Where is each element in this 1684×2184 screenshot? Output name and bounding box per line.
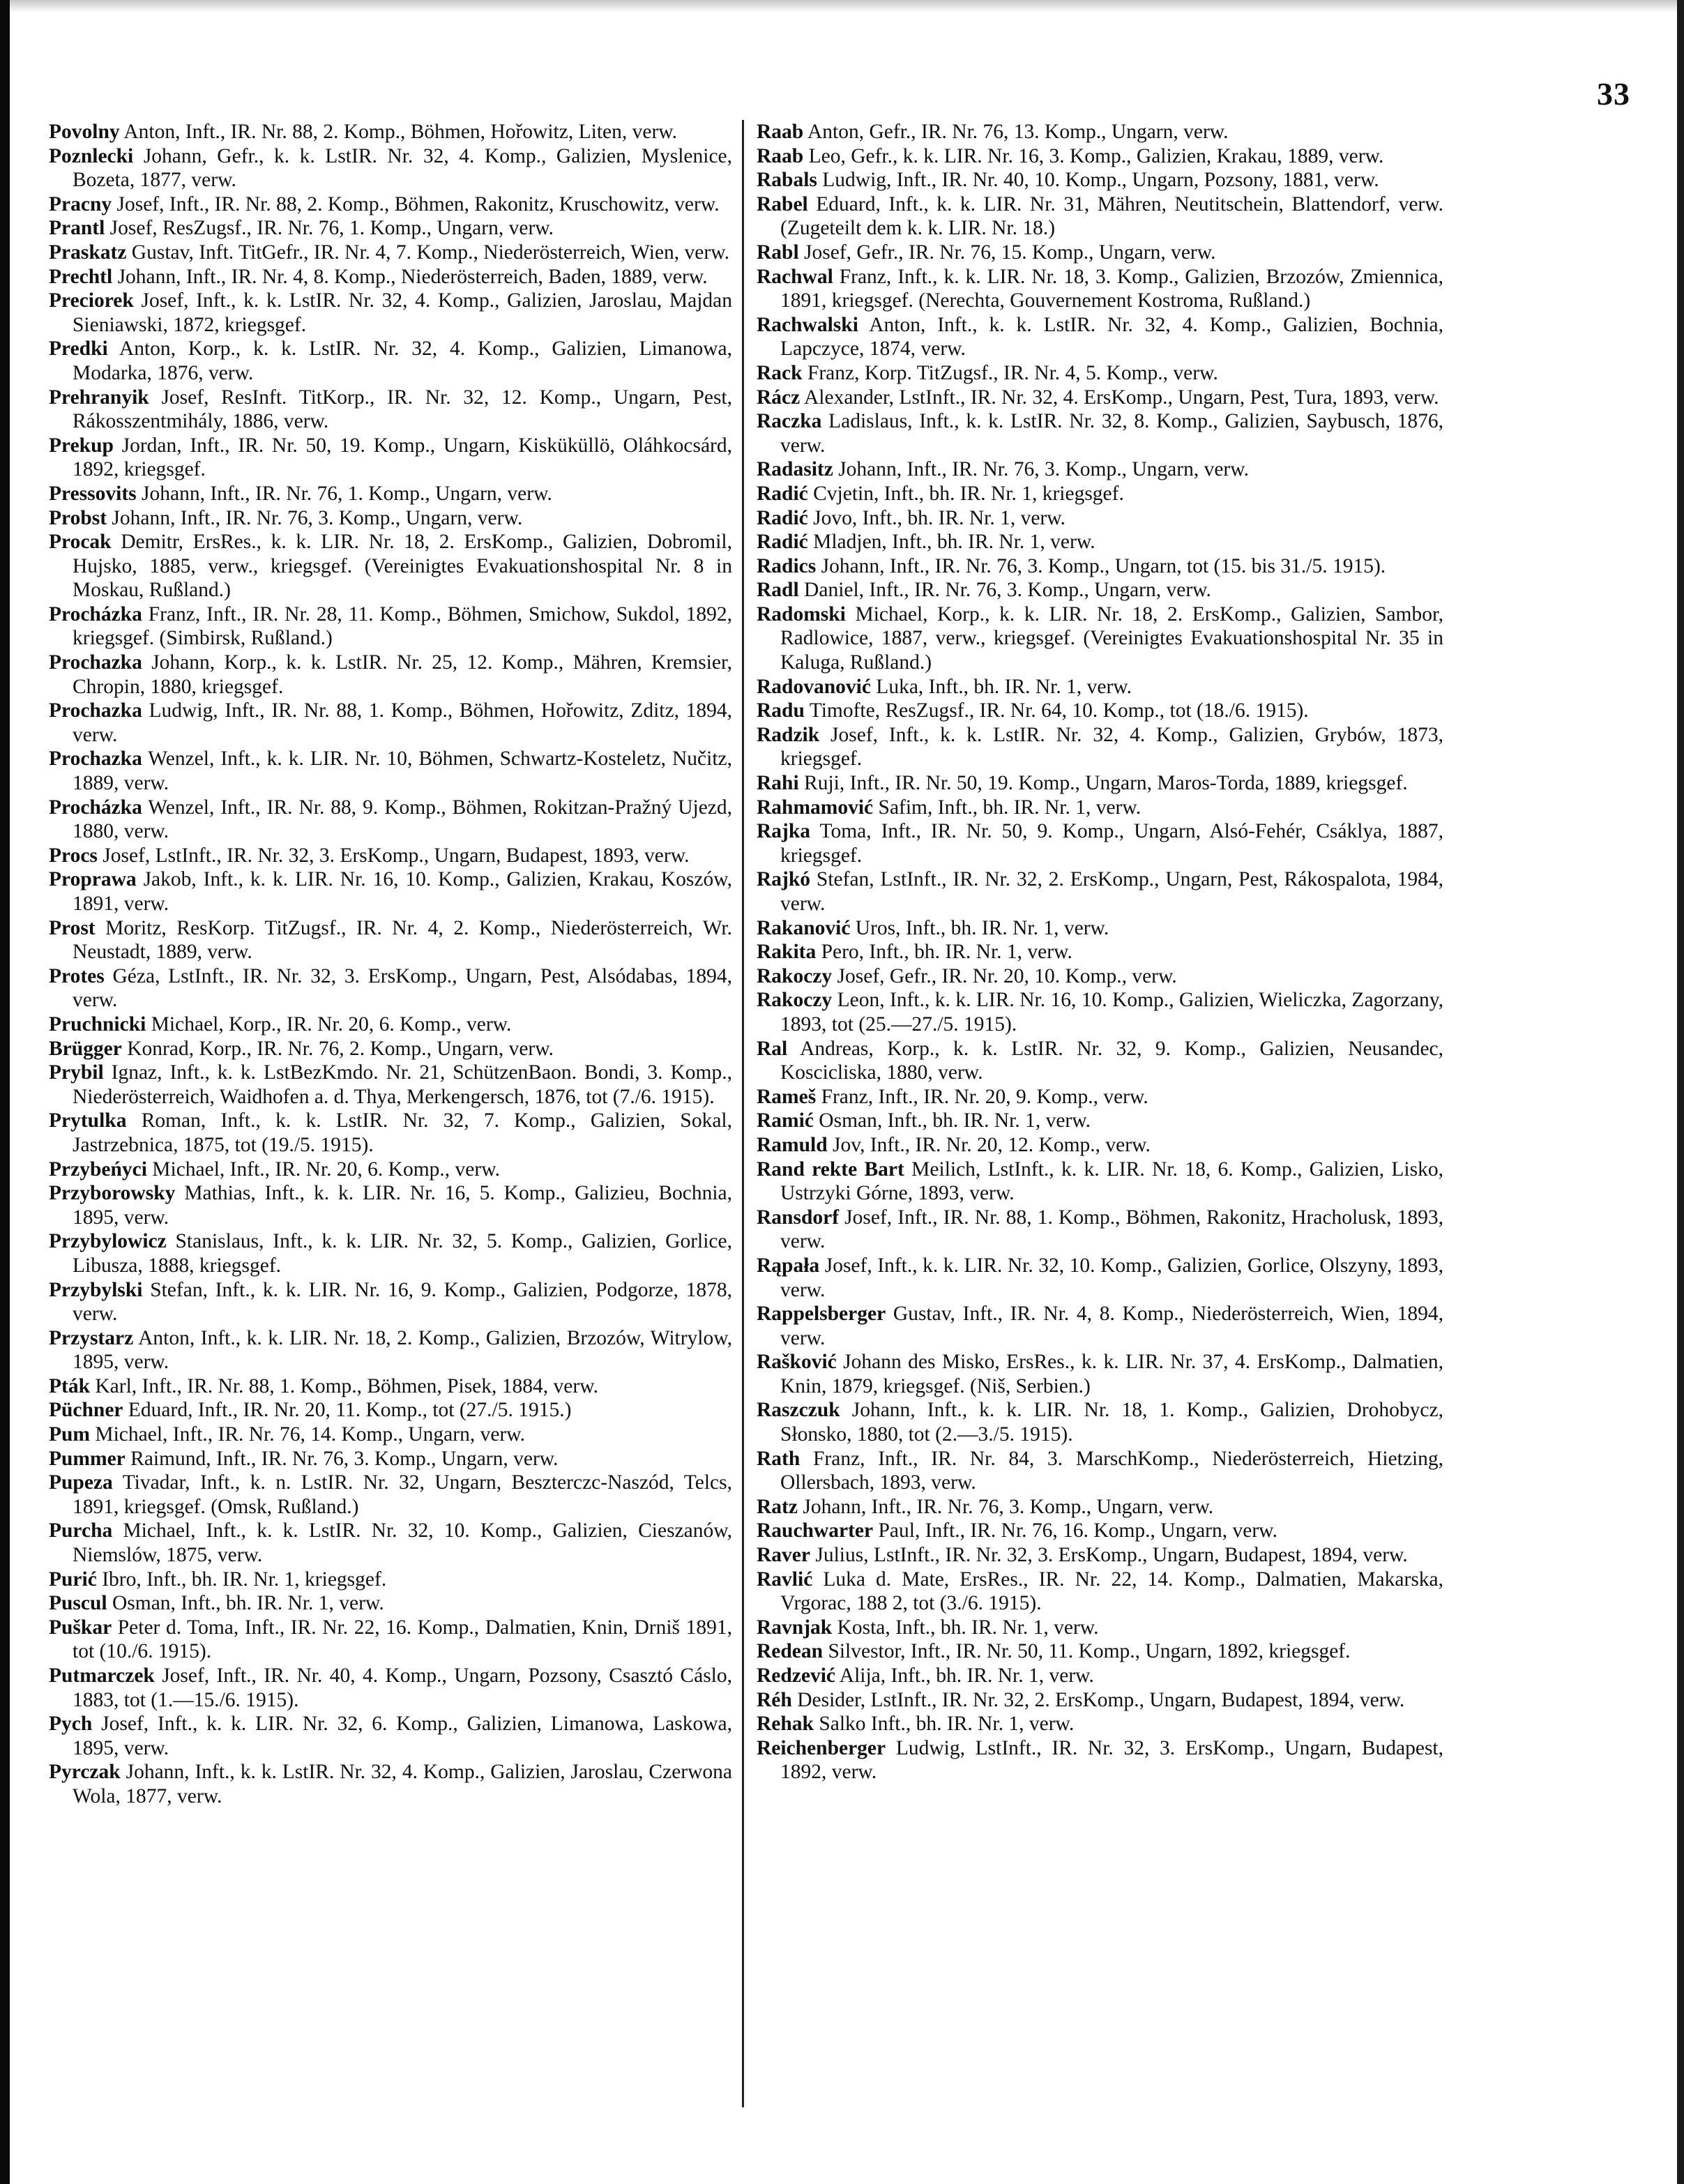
entry-details: Josef, Inft., IR. Nr. 40, 4. Komp., Ungarn, Pozsony, Csasztó Cáslo, 1883, tot (1.—15./6. 1915).: [73, 1664, 732, 1711]
entry-surname: Ral: [757, 1037, 788, 1060]
list-entry: [757, 313, 1443, 361]
list-entry: [757, 723, 1443, 771]
entry-details: Stefan, LstInft., IR. Nr. 32, 2. ErsKomp., Ungarn, Pest, Rákospalota, 1984, verw.: [780, 868, 1443, 915]
list-entry: [757, 241, 1443, 265]
entry-details: Julius, LstInft., IR. Nr. 32, 3. ErsKomp., Ungarn, Budapest, 1894, verw.: [815, 1544, 1408, 1567]
list-entry: [757, 1302, 1443, 1350]
entry-surname: Purcha: [49, 1519, 113, 1542]
entry-surname: Radasitz: [757, 458, 833, 481]
list-entry: [757, 1447, 1443, 1495]
entry-surname: Rajkó: [757, 868, 811, 891]
entry-surname: Przystarz: [49, 1326, 134, 1349]
entry-details: Franz, Inft., k. k. LIR. Nr. 18, 3. Komp., Galizien, Brzozów, Zmiennica, 1891, kriegsgef. (Nerechta, Gouvernement Kostroma, Rußland.): [780, 265, 1443, 312]
entry-details: Stanislaus, Inft., k. k. LIR. Nr. 32, 5. Komp., Galizien, Gorlice, Libusza, 1888, kriegsgef.: [73, 1230, 732, 1277]
list-entry: [49, 144, 732, 192]
entry-details: Gustav, Inft., IR. Nr. 4, 8. Komp., Niederösterreich, Wien, 1894, verw.: [780, 1303, 1444, 1349]
list-entry: [757, 578, 1443, 602]
entry-surname: Protes: [49, 964, 105, 987]
entry-details: Josef, Inft., k. k. LIR. Nr. 32, 6. Komp., Galizien, Limanowa, Laskowa, 1895, verw.: [73, 1713, 733, 1759]
list-entry: [49, 1061, 732, 1109]
list-entry: [49, 482, 732, 506]
list-entry: [757, 1616, 1443, 1640]
entry-details: Ludwig, Inft., IR. Nr. 88, 1. Komp., Böhmen, Hořowitz, Zditz, 1894, verw.: [73, 699, 732, 746]
entry-details: Timofte, ResZugsf., IR. Nr. 64, 10. Komp., tot (18./6. 1915).: [809, 699, 1309, 722]
list-entry: [49, 1616, 732, 1664]
entry-surname: Procházka: [49, 602, 142, 625]
list-entry: [757, 482, 1443, 506]
entry-details: Franz, Inft., IR. Nr. 28, 11. Komp., Böhmen, Smichow, Sukdol, 1892, kriegsgef. (Simbirsk, Rußland.): [73, 602, 733, 650]
entry-surname: Rajka: [757, 820, 811, 843]
entry-surname: Raab: [757, 121, 804, 143]
entry-surname: Brügger: [49, 1037, 122, 1060]
entry-details: Desider, LstInft., IR. Nr. 32, 2. ErsKomp., Ungarn, Budapest, 1894, verw.: [797, 1688, 1405, 1711]
entry-surname: Pyrczak: [49, 1761, 121, 1784]
entry-surname: Puscul: [49, 1592, 107, 1615]
list-entry: [49, 1326, 732, 1374]
list-entry: [49, 916, 732, 964]
entry-details: Johann, Inft., k. k. LIR. Nr. 18, 1. Komp., Galizien, Drohobycz, Słonsko, 1880, tot (2.—3./5. 1915).: [780, 1399, 1443, 1446]
list-entry: [757, 796, 1443, 820]
entry-details: Ibro, Inft., bh. IR. Nr. 1, kriegsgef.: [102, 1568, 387, 1591]
entry-surname: Raczka: [757, 410, 822, 433]
entry-details: Josef, LstInft., IR. Nr. 32, 3. ErsKomp., Ungarn, Budapest, 1893, verw.: [103, 844, 690, 867]
entry-surname: Rachwal: [757, 265, 833, 288]
entry-details: Kosta, Inft., bh. IR. Nr. 1, verw.: [837, 1616, 1099, 1639]
entry-details: Peter d. Toma, Inft., IR. Nr. 22, 16. Komp., Dalmatien, Knin, Drniš 1891, tot (10./6. 1915).: [73, 1616, 732, 1663]
entry-surname: Prekup: [49, 434, 114, 457]
entry-details: Josef, Gefr., IR. Nr. 76, 15. Komp., Ungarn, verw.: [804, 241, 1216, 264]
list-entry: [49, 434, 732, 482]
list-entry: [757, 361, 1443, 386]
list-entry: [757, 1085, 1443, 1109]
list-entry: [49, 1591, 732, 1616]
entry-surname: Rácz: [757, 386, 801, 409]
list-entry: [757, 409, 1443, 457]
list-entry: [757, 1664, 1443, 1688]
list-entry: [49, 1158, 732, 1182]
entry-details: Ignaz, Inft., k. k. LstBezKmdo. Nr. 21, SchützenBaon. Bondi, 3. Komp., Niederösterreich, Waidhofen a. d. Thya, Merkengersch, 1876, tot (7./6. 1915).: [73, 1061, 732, 1108]
page-number: 33: [1597, 76, 1630, 112]
entry-surname: Radl: [757, 579, 799, 602]
list-entry: [49, 1109, 732, 1157]
entry-details: Andreas, Korp., k. k. LstIR. Nr. 32, 9. Komp., Galizien, Neusandec, Koscicliska, 1880, verw.: [780, 1037, 1444, 1084]
entry-surname: Puškar: [49, 1616, 112, 1639]
list-entry: [757, 1639, 1443, 1664]
entry-surname: Raab: [757, 144, 804, 167]
entry-details: Johann, Korp., k. k. LstIR. Nr. 25, 12. Komp., Mähren, Kremsier, Chropin, 1880, kriegsgef.: [73, 651, 733, 698]
entry-details: Wenzel, Inft., k. k. LIR. Nr. 10, Böhmen, Schwartz-Kosteletz, Nučitz, 1889, verw.: [73, 748, 732, 795]
entry-surname: Prost: [49, 916, 96, 939]
entry-details: Jordan, Inft., IR. Nr. 50, 19. Komp., Ungarn, Kisküküllö, Oláhkocsárd, 1892, kriegsgef.: [73, 434, 733, 481]
list-entry: [757, 964, 1443, 989]
entry-surname: Przybylowicz: [49, 1230, 167, 1253]
entry-details: Josef, Inft., k. k. LstIR. Nr. 32, 4. Komp., Galizien, Jaroslau, Majdan Sieniawski, 1872, kriegsgef.: [73, 289, 732, 336]
entry-surname: Rakoczy: [757, 989, 833, 1012]
scan-edge-right: [1677, 0, 1684, 2184]
entry-details: Josef, Inft., k. k. LstIR. Nr. 32, 4. Komp., Galizien, Grybów, 1873, kriegsgef.: [780, 723, 1443, 771]
entry-surname: Radics: [757, 554, 817, 577]
list-entry: [49, 506, 732, 531]
list-entry: [49, 867, 732, 916]
entry-details: Anton, Inft., k. k. LIR. Nr. 18, 2. Komp., Galizien, Brzozów, Witrylow, 1895, verw.: [73, 1326, 732, 1374]
entry-details: Gustav, Inft. TitGefr., IR. Nr. 4, 7. Komp., Niederösterreich, Wien, verw.: [131, 241, 729, 264]
entry-surname: Ratz: [757, 1495, 798, 1518]
entry-surname: Ramuld: [757, 1133, 828, 1156]
entry-details: Uros, Inft., bh. IR. Nr. 1, verw.: [855, 916, 1109, 939]
list-entry: [757, 168, 1443, 192]
entry-surname: Rappelsberger: [757, 1303, 886, 1326]
entry-surname: Przybylski: [49, 1278, 143, 1301]
entry-details: Jov, Inft., IR. Nr. 20, 12. Komp., verw.: [833, 1133, 1151, 1156]
entry-details: Salko Inft., bh. IR. Nr. 1, verw.: [819, 1713, 1075, 1736]
entry-details: Josef, Inft., IR. Nr. 88, 1. Komp., Böhmen, Rakonitz, Hracholusk, 1893, verw.: [780, 1206, 1444, 1253]
entry-details: Raimund, Inft., IR. Nr. 76, 3. Komp., Ungarn, verw.: [130, 1447, 559, 1470]
entry-details: Daniel, Inft., IR. Nr. 76, 3. Komp., Ungarn, verw.: [804, 579, 1211, 602]
list-entry: [49, 216, 732, 241]
list-entry: [757, 457, 1443, 482]
entry-surname: Raszczuk: [757, 1399, 840, 1422]
list-entry: [757, 916, 1443, 941]
entry-surname: Putmarczek: [49, 1664, 155, 1687]
list-entry: [49, 844, 732, 868]
list-entry: [757, 1254, 1443, 1302]
list-entry: [757, 386, 1443, 410]
entry-details: Osman, Inft., bh. IR. Nr. 1, verw.: [112, 1592, 384, 1615]
list-entry: [757, 1037, 1443, 1085]
entry-surname: Radić: [757, 482, 808, 505]
entry-surname: Rašković: [757, 1351, 837, 1374]
entry-surname: Pták: [49, 1374, 90, 1397]
list-entry: [49, 964, 732, 1013]
list-entry: [757, 530, 1443, 554]
entry-surname: Rath: [757, 1447, 801, 1470]
entry-surname: Predki: [49, 338, 108, 361]
entry-surname: Prochazka: [49, 651, 142, 674]
entry-surname: Rakita: [757, 941, 817, 964]
entry-surname: Radić: [757, 531, 808, 554]
list-entry: [49, 265, 732, 289]
entry-details: Roman, Inft., k. k. LstIR. Nr. 32, 7. Komp., Galizien, Sokal, Jastrzebnica, 1875, tot (19./5. 1915).: [73, 1109, 733, 1156]
entry-details: Luka d. Mate, ErsRes., IR. Nr. 22, 14. Komp., Dalmatien, Makarska, Vrgorac, 188 2, tot (3./6. 1915).: [780, 1568, 1444, 1615]
entry-surname: Pupeza: [49, 1471, 113, 1494]
list-entry: [49, 289, 732, 337]
list-entry: [757, 1519, 1443, 1543]
list-entry: [757, 1495, 1443, 1519]
list-entry: [49, 1037, 732, 1061]
entry-details: Johann, Inft., IR. Nr. 76, 3. Komp., Ungarn, verw.: [803, 1495, 1214, 1518]
list-entry: [49, 796, 732, 844]
entry-details: Johann, Inft., IR. Nr. 76, 3. Komp., Ungarn, verw.: [838, 458, 1250, 481]
entry-details: Jovo, Inft., bh. IR. Nr. 1, verw.: [813, 506, 1066, 529]
list-entry: [49, 699, 732, 747]
list-entry: [757, 120, 1443, 144]
entry-details: Franz, Korp. TitZugsf., IR. Nr. 4, 5. Komp., verw.: [807, 361, 1218, 384]
entry-details: Karl, Inft., IR. Nr. 88, 1. Komp., Böhmen, Pisek, 1884, verw.: [95, 1374, 598, 1397]
entry-surname: Prochazka: [49, 748, 142, 771]
entry-details: Silvestor, Inft., IR. Nr. 50, 11. Komp., Ungarn, 1892, kriegsgef.: [828, 1640, 1351, 1663]
entry-details: Johann, Inft., IR. Nr. 76, 3. Komp., Ungarn, verw.: [112, 506, 523, 529]
entry-surname: Réh: [757, 1688, 792, 1711]
entry-details: Ruji, Inft., IR. Nr. 50, 19. Komp., Ungarn, Maros-Torda, 1889, kriegsgef.: [804, 772, 1408, 795]
list-entry: [757, 506, 1443, 531]
entry-surname: Radzik: [757, 723, 820, 746]
list-entry: [49, 1519, 732, 1567]
list-entry: [49, 651, 732, 699]
entry-details: Ludwig, LstInft., IR. Nr. 32, 3. ErsKomp., Ungarn, Budapest, 1892, verw.: [780, 1736, 1443, 1784]
entry-details: Géza, LstInft., IR. Nr. 32, 3. ErsKomp., Ungarn, Pest, Alsódabas, 1894, verw.: [73, 964, 733, 1012]
entry-surname: Ravnjak: [757, 1616, 833, 1639]
entry-details: Toma, Inft., IR. Nr. 50, 9. Komp., Ungarn, Alsó-Fehér, Csáklya, 1887, kriegsgef.: [780, 820, 1443, 867]
list-entry: [757, 1109, 1443, 1133]
entry-details: Josef, Inft., k. k. LIR. Nr. 32, 10. Komp., Galizien, Gorlice, Olszyny, 1893, verw.: [780, 1254, 1444, 1301]
entry-surname: Rauchwarter: [757, 1519, 874, 1542]
entry-surname: Rand rekte Bart: [757, 1158, 904, 1181]
entry-details: Ludwig, Inft., IR. Nr. 40, 10. Komp., Ungarn, Pozsony, 1881, verw.: [822, 169, 1379, 192]
list-entry: [757, 940, 1443, 964]
list-entry: [49, 1447, 732, 1471]
list-entry: [49, 1181, 732, 1229]
entry-surname: Rack: [757, 361, 803, 384]
entry-details: Safim, Inft., bh. IR. Nr. 1, verw.: [878, 796, 1141, 819]
entry-surname: Preciorek: [49, 289, 134, 312]
list-entry: [757, 192, 1443, 241]
entry-surname: Rakoczy: [757, 964, 833, 987]
list-entry: [757, 265, 1443, 313]
entry-details: Michael, Inft., IR. Nr. 20, 6. Komp., verw.: [152, 1158, 500, 1181]
entry-surname: Redean: [757, 1640, 824, 1663]
entry-details: Johann, Inft., IR. Nr. 76, 1. Komp., Ungarn, verw.: [142, 482, 552, 505]
entry-surname: Reichenberger: [757, 1736, 886, 1759]
entry-details: Mladjen, Inft., bh. IR. Nr. 1, verw.: [813, 531, 1095, 554]
list-entry: [49, 1712, 732, 1760]
entry-surname: Rąpała: [757, 1254, 820, 1277]
entry-surname: Püchner: [49, 1399, 123, 1422]
entry-surname: Rabals: [757, 169, 817, 192]
list-entry: [49, 747, 732, 795]
list-entry: [49, 386, 732, 434]
entry-surname: Przybeńyci: [49, 1158, 147, 1181]
entry-surname: Poznlecki: [49, 144, 134, 167]
entry-details: Cvjetin, Inft., bh. IR. Nr. 1, kriegsgef.: [813, 482, 1124, 505]
entry-details: Michael, Korp., k. k. LIR. Nr. 18, 2. ErsKomp., Galizien, Sambor, Radlowice, 1887, verw., kriegsgef. (Vereinigtes Evakuationshospital Nr. 35 in Kaluga, Rußland.): [780, 602, 1444, 674]
entry-surname: Ravlić: [757, 1568, 813, 1591]
left-column: [49, 120, 732, 1809]
list-entry: [757, 1350, 1443, 1398]
entry-details: Stefan, Inft., k. k. LIR. Nr. 16, 9. Komp., Galizien, Podgorze, 1878, verw.: [73, 1278, 732, 1326]
entry-surname: Prechtl: [49, 265, 113, 288]
entry-details: Alexander, LstInft., IR. Nr. 32, 4. ErsKomp., Ungarn, Pest, Tura, 1893, verw.: [804, 386, 1439, 409]
entry-surname: Procs: [49, 844, 98, 867]
entry-details: Michael, Inft., k. k. LstIR. Nr. 32, 10. Komp., Galizien, Cieszanów, Niemslów, 1875, verw.: [73, 1519, 732, 1567]
entry-surname: Procházka: [49, 796, 142, 819]
list-entry: [49, 1760, 732, 1808]
list-entry: [757, 988, 1443, 1036]
entry-details: Johann des Misko, ErsRes., k. k. LIR. Nr. 37, 4. ErsKomp., Dalmatien, Knin, 1879, kriegsgef. (Niš, Serbien.): [780, 1351, 1444, 1397]
entry-surname: Rameš: [757, 1085, 817, 1108]
entry-surname: Rakanović: [757, 916, 851, 939]
entry-surname: Rachwalski: [757, 313, 858, 336]
entry-details: Ladislaus, Inft., k. k. LstIR. Nr. 32, 8. Komp., Galizien, Saybusch, 1876, verw.: [780, 410, 1443, 457]
entry-details: Johann, Inft., IR. Nr. 4, 8. Komp., Niederösterreich, Baden, 1889, verw.: [117, 265, 708, 288]
list-entry: [757, 867, 1443, 916]
entry-details: Konrad, Korp., IR. Nr. 76, 2. Komp., Ungarn, verw.: [127, 1037, 554, 1060]
entry-details: Osman, Inft., bh. IR. Nr. 1, verw.: [819, 1109, 1091, 1132]
entry-details: Alija, Inft., bh. IR. Nr. 1, verw.: [839, 1664, 1094, 1687]
list-entry: [49, 1423, 732, 1447]
entry-surname: Pruchnicki: [49, 1013, 146, 1036]
list-entry: [49, 120, 732, 144]
list-entry: [49, 530, 732, 602]
entry-surname: Rabel: [757, 192, 808, 215]
entry-details: Paul, Inft., IR. Nr. 76, 16. Komp., Ungarn, verw.: [878, 1519, 1277, 1542]
entry-details: Johann, Gefr., k. k. LstIR. Nr. 32, 4. Komp., Galizien, Myslenice, Bozeta, 1877, verw.: [73, 144, 733, 192]
list-entry: [757, 1568, 1443, 1616]
entry-details: Demitr, ErsRes., k. k. LIR. Nr. 18, 2. ErsKomp., Galizien, Dobromil, Hujsko, 1885, verw., kriegsgef. (Vereinigtes Evakuationshospital Nr. 8 in Moskau, Rußland.): [73, 531, 733, 602]
entry-surname: Praskatz: [49, 241, 127, 264]
list-entry: [757, 144, 1443, 169]
entry-surname: Radovanović: [757, 675, 871, 698]
entry-surname: Procak: [49, 531, 112, 554]
list-entry: [757, 771, 1443, 796]
scan-edge-left: [0, 0, 10, 2184]
entry-surname: Prantl: [49, 217, 105, 240]
list-entry: [757, 675, 1443, 699]
list-entry: [49, 1229, 732, 1277]
entry-details: Johann, Inft., IR. Nr. 76, 3. Komp., Ungarn, tot (15. bis 31./5. 1915).: [821, 554, 1386, 577]
list-entry: [757, 1712, 1443, 1736]
entry-surname: Przyborowsky: [49, 1182, 176, 1205]
entry-surname: Rahi: [757, 772, 799, 795]
entry-details: Franz, Inft., IR. Nr. 84, 3. MarschKomp., Niederösterreich, Hietzing, Ollersbach, 1893, verw.: [780, 1447, 1444, 1494]
entry-details: Eduard, Inft., k. k. LIR. Nr. 31, Mähren, Neutitschein, Blattendorf, verw. (Zugeteilt dem k. k. LIR. Nr. 18.): [780, 192, 1444, 240]
entry-details: Tivadar, Inft., k. n. LstIR. Nr. 32, Ungarn, Beszterczc-Naszód, Telcs, 1891, kriegsgef. (Omsk, Rußland.): [73, 1471, 733, 1518]
entry-surname: Pracny: [49, 192, 112, 215]
entry-details: Eduard, Inft., IR. Nr. 20, 11. Komp., tot (27./5. 1915.): [128, 1399, 572, 1422]
entry-details: Anton, Korp., k. k. LstIR. Nr. 32, 4. Komp., Galizien, Limanowa, Modarka, 1876, verw.: [73, 338, 732, 384]
entry-details: Pero, Inft., bh. IR. Nr. 1, verw.: [821, 941, 1072, 964]
list-entry: [757, 554, 1443, 579]
entry-surname: Pummer: [49, 1447, 126, 1470]
list-entry: [49, 1278, 732, 1326]
list-entry: [49, 1568, 732, 1592]
entry-surname: Prehranyik: [49, 386, 149, 409]
entry-details: Anton, Inft., IR. Nr. 88, 2. Komp., Böhmen, Hořowitz, Liten, verw.: [123, 121, 678, 143]
entry-details: Josef, ResInft. TitKorp., IR. Nr. 32, 12. Komp., Ungarn, Pest, Rákosszentmihály, 1886, verw.: [73, 386, 732, 433]
entry-details: Jakob, Inft., k. k. LIR. Nr. 16, 10. Komp., Galizien, Krakau, Koszów, 1891, verw.: [73, 868, 733, 915]
entry-details: Franz, Inft., IR. Nr. 20, 9. Komp., verw.: [821, 1085, 1148, 1108]
entry-surname: Radu: [757, 699, 805, 722]
entry-surname: Purić: [49, 1568, 97, 1591]
list-entry: [757, 1206, 1443, 1254]
list-entry: [49, 192, 732, 217]
entry-surname: Povolny: [49, 121, 120, 143]
list-entry: [757, 1543, 1443, 1568]
entry-details: Anton, Inft., k. k. LstIR. Nr. 32, 4. Komp., Galizien, Bochnia, Lapczyce, 1874, verw.: [780, 313, 1443, 361]
entry-surname: Ramić: [757, 1109, 814, 1132]
entry-surname: Radomski: [757, 602, 846, 625]
column-divider: [742, 120, 744, 2107]
entry-details: Meilich, LstInft., k. k. LIR. Nr. 18, 6. Komp., Galizien, Lisko, Ustrzyki Górne, 1893, verw.: [780, 1158, 1443, 1205]
entry-surname: Prochazka: [49, 699, 142, 722]
entry-details: Josef, Gefr., IR. Nr. 20, 10. Komp., verw.: [837, 964, 1177, 987]
entry-details: Leo, Gefr., k. k. LIR. Nr. 16, 3. Komp., Galizien, Krakau, 1889, verw.: [808, 144, 1384, 167]
entry-details: Anton, Gefr., IR. Nr. 76, 13. Komp., Ungarn, verw.: [807, 121, 1229, 143]
entry-surname: Probst: [49, 506, 107, 529]
entry-details: Moritz, ResKorp. TitZugsf., IR. Nr. 4, 2. Komp., Niederösterreich, Wr. Neustadt, 1889, verw.: [73, 916, 732, 964]
list-entry: [757, 1158, 1443, 1206]
entry-surname: Prytulka: [49, 1109, 127, 1132]
scan-edge-top: [0, 0, 1684, 13]
list-entry: [757, 1398, 1443, 1446]
list-entry: [757, 1688, 1443, 1713]
entry-surname: Rabl: [757, 241, 799, 264]
entry-surname: Ransdorf: [757, 1206, 840, 1229]
list-entry: [49, 602, 732, 651]
list-entry: [757, 1736, 1443, 1784]
entry-details: Johann, Inft., k. k. LstIR. Nr. 32, 4. Komp., Galizien, Jaroslau, Czerwona Wola, 1877, verw.: [73, 1761, 733, 1807]
entry-surname: Proprawa: [49, 868, 137, 891]
entry-details: Mathias, Inft., k. k. LIR. Nr. 16, 5. Komp., Galizieu, Bochnia, 1895, verw.: [73, 1182, 733, 1229]
entry-surname: Redzević: [757, 1664, 836, 1687]
list-entry: [49, 1013, 732, 1037]
entry-surname: Rehak: [757, 1713, 814, 1736]
list-entry: [49, 1664, 732, 1712]
entry-surname: Pum: [49, 1423, 90, 1446]
entry-surname: Rahmamović: [757, 796, 874, 819]
list-entry: [757, 819, 1443, 867]
entry-surname: Prybil: [49, 1061, 104, 1084]
list-entry: [49, 241, 732, 265]
entry-details: Wenzel, Inft., IR. Nr. 88, 9. Komp., Böhmen, Rokitzan-Pražný Ujezd, 1880, verw.: [73, 796, 733, 843]
entry-details: Josef, Inft., IR. Nr. 88, 2. Komp., Böhmen, Rakonitz, Kruschowitz, verw.: [116, 192, 720, 215]
list-entry: [49, 1471, 732, 1519]
list-entry: [757, 699, 1443, 723]
right-column: [757, 120, 1443, 1784]
list-entry: [49, 337, 732, 385]
entry-surname: Pych: [49, 1713, 93, 1736]
entry-details: Josef, ResZugsf., IR. Nr. 76, 1. Komp., Ungarn, verw.: [109, 217, 554, 240]
list-entry: [757, 602, 1443, 675]
entry-details: Michael, Korp., IR. Nr. 20, 6. Komp., verw.: [151, 1013, 512, 1036]
entry-surname: Radić: [757, 506, 808, 529]
entry-details: Leon, Inft., k. k. LIR. Nr. 16, 10. Komp., Galizien, Wieliczka, Zagorzany, 1893, tot (25.—27./5. 1915).: [780, 989, 1444, 1036]
entry-surname: Raver: [757, 1544, 810, 1567]
entry-surname: Pressovits: [49, 482, 137, 505]
list-entry: [49, 1374, 732, 1399]
entry-details: Michael, Inft., IR. Nr. 76, 14. Komp., Ungarn, verw.: [95, 1423, 526, 1446]
list-entry: [49, 1398, 732, 1423]
entry-details: Luka, Inft., bh. IR. Nr. 1, verw.: [876, 675, 1132, 698]
list-entry: [757, 1133, 1443, 1158]
